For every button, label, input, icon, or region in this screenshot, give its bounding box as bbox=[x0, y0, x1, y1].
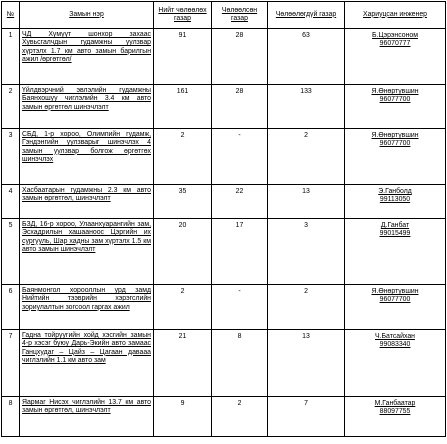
not-freed-land: 2 bbox=[268, 129, 345, 185]
total-land: 35 bbox=[154, 185, 212, 219]
engineer-phone: 96077700 bbox=[379, 140, 411, 148]
total-land: 161 bbox=[154, 85, 212, 129]
not-freed-land: 13 bbox=[268, 185, 345, 219]
engineer-cell bbox=[345, 397, 446, 437]
road-name: СБД, 1-р хороо, Олимпийн гудамж, Гэндэнгийн уулзварыг шинэчлэх 4 замын уулзвар болгож өргөтгөх шинэчлэх bbox=[20, 129, 154, 185]
not-freed-land: 7 bbox=[268, 397, 345, 437]
freed-land: 22 bbox=[212, 185, 268, 219]
row-number: 2 bbox=[2, 85, 20, 129]
engineer-cell bbox=[345, 185, 446, 219]
table-row bbox=[2, 330, 446, 397]
header-engineer: Хариуцсан инженер bbox=[345, 2, 446, 29]
engineer-cell bbox=[345, 29, 446, 85]
header-number: № bbox=[2, 2, 20, 29]
total-land: 91 bbox=[154, 29, 212, 85]
table-row bbox=[2, 129, 446, 185]
engineer-name: Я.Өнөртүвшин bbox=[371, 132, 419, 139]
engineer-name: Я.Өнөртүвшин bbox=[371, 288, 419, 295]
table-row bbox=[2, 219, 446, 285]
engineer-name: Я.Өнөртүвшин bbox=[371, 88, 419, 95]
road-name: Яармаг Нисэх чиглэлийн 13.7 км авто замын өргөтгөл, шинэчлэлт bbox=[20, 397, 154, 437]
road-name: Үйлдвэрчний эвлэлийн гудамжны Баянхошуу чиглэлийн 3.4 км авто замын өргөтгөл шинэчлэлт bbox=[20, 85, 154, 129]
table-row bbox=[2, 285, 446, 330]
engineer-name: Ч.Батсайхан bbox=[375, 333, 415, 340]
row-number: 8 bbox=[2, 397, 20, 437]
table-row bbox=[2, 185, 446, 219]
engineer-cell bbox=[345, 330, 446, 397]
engineer-phone: 99015499 bbox=[379, 230, 411, 238]
table-header-row bbox=[2, 2, 446, 29]
table-row bbox=[2, 85, 446, 129]
engineer-name: Б.Цэрэнсоном bbox=[372, 32, 418, 39]
header-total-land: Нийт чөлөөлөх газар bbox=[154, 2, 212, 29]
header-not-freed-land: Чөлөөлөгдүй газар bbox=[268, 2, 345, 29]
not-freed-land: 13 bbox=[268, 330, 345, 397]
row-number: 5 bbox=[2, 219, 20, 285]
total-land: 9 bbox=[154, 397, 212, 437]
engineer-phone: 96077700 bbox=[379, 296, 411, 304]
engineer-cell bbox=[345, 85, 446, 129]
row-number: 7 bbox=[2, 330, 20, 397]
engineer-phone: 96070777 bbox=[379, 40, 411, 48]
not-freed-land: 2 bbox=[268, 285, 345, 330]
header-freed-land: Чөлөөлсөн газар bbox=[212, 2, 268, 29]
table-row bbox=[2, 397, 446, 437]
freed-land: 8 bbox=[212, 330, 268, 397]
road-name: Гадна тойруугийн хойд хэсгийн замын 4-р хэсэг буюу Дарь-Экийн авто замаас Ганцхудаг – Цайз – Цагаан давааа чиглэлийн 1.1 км авто зам bbox=[20, 330, 154, 397]
total-land: 2 bbox=[154, 129, 212, 185]
road-land-clearance-table bbox=[1, 1, 446, 437]
header-road-name: Замын нэр bbox=[20, 2, 154, 29]
not-freed-land: 3 bbox=[268, 219, 345, 285]
row-number: 3 bbox=[2, 129, 20, 185]
engineer-cell bbox=[345, 219, 446, 285]
row-number: 4 bbox=[2, 185, 20, 219]
engineer-name: М.Ганбаатар bbox=[374, 400, 416, 407]
row-number: 6 bbox=[2, 285, 20, 330]
row-number: 1 bbox=[2, 29, 20, 85]
not-freed-land: 63 bbox=[268, 29, 345, 85]
road-name: ЧД Хүмүүт шонхор захаас Хувьсгалчдын гудамжны уулзвар хүртэлх 1.7 км авто замын барилгын ажил /өргөтгөл/ bbox=[20, 29, 154, 85]
engineer-phone: 96077700 bbox=[379, 96, 411, 104]
road-name: Баянмонгол хорооллын урд замд Нийтийн тээврийн хэрэгслийн зориулалтын зогсоол гаргах ажил bbox=[20, 285, 154, 330]
engineer-cell bbox=[345, 129, 446, 185]
engineer-phone: 99083340 bbox=[379, 341, 411, 349]
table-row bbox=[2, 29, 446, 85]
freed-land: 17 bbox=[212, 219, 268, 285]
engineer-cell bbox=[345, 285, 446, 330]
road-name: БЗД, 16-р хороо, Улаанхуарангийн зам, Эсхадрилын хашааноос Цэргийн их сургууль, Шар хадны зам хүртэлх 1.5 км авто замын шинэчлэлт bbox=[20, 219, 154, 285]
engineer-name: Э.Ганболд bbox=[378, 188, 412, 195]
engineer-phone: 99113050 bbox=[379, 196, 411, 204]
freed-land: 28 bbox=[212, 85, 268, 129]
freed-land: - bbox=[212, 129, 268, 185]
total-land: 20 bbox=[154, 219, 212, 285]
engineer-phone: 88097755 bbox=[379, 408, 411, 416]
road-name: Хасбаатарын гудамжны 2.3 км авто замын өргөтгөл, шинэчлэлт bbox=[20, 185, 154, 219]
freed-land: 28 bbox=[212, 29, 268, 85]
freed-land: - bbox=[212, 285, 268, 330]
total-land: 21 bbox=[154, 330, 212, 397]
engineer-name: Д.Ганбат bbox=[380, 222, 410, 229]
freed-land: 2 bbox=[212, 397, 268, 437]
not-freed-land: 133 bbox=[268, 85, 345, 129]
total-land: 2 bbox=[154, 285, 212, 330]
